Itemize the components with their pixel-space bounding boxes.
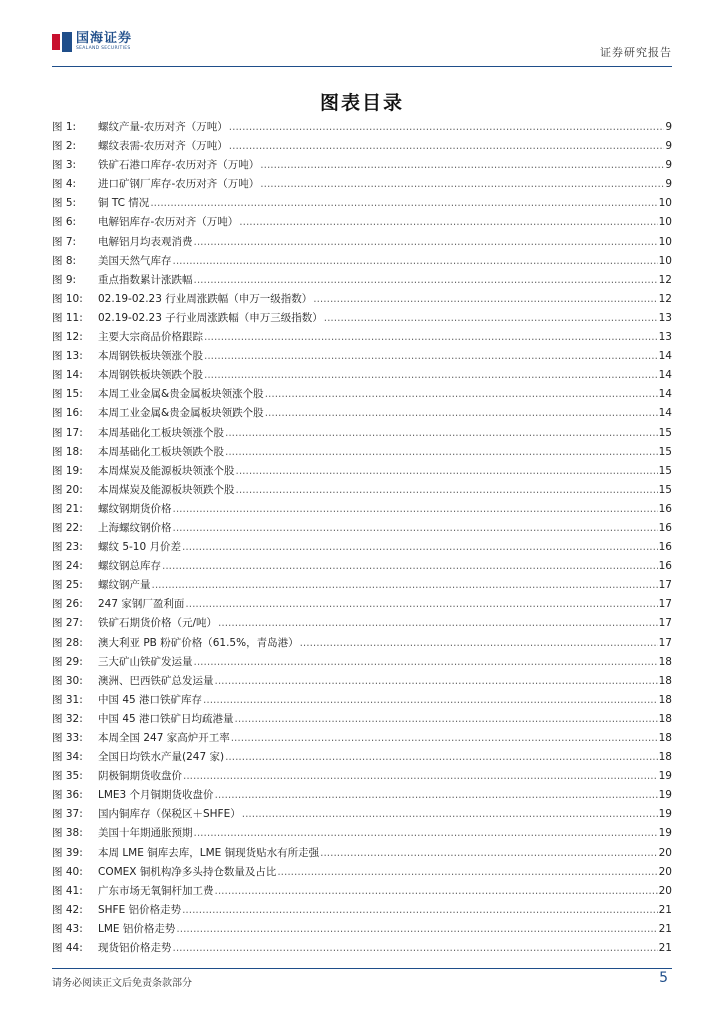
toc-figure-number: 图 23: (52, 541, 83, 554)
toc-figure-number: 图 1: (52, 121, 77, 133)
toc-entry[interactable] (52, 253, 672, 272)
toc-figure-title: 现货铝价格走势 (98, 942, 172, 955)
toc-figure-title: 阴极铜期货收盘价 (98, 770, 182, 783)
toc-leader-dots (236, 465, 658, 477)
toc-figure-number: 图 29: (52, 655, 83, 668)
toc-figure-number: 图 36: (52, 789, 83, 802)
toc-figure-number: 图 37: (52, 808, 83, 821)
page-number: 5 (659, 970, 668, 986)
toc-figure-number: 图 25: (52, 579, 83, 592)
toc-leader-dots (320, 847, 658, 859)
toc-page-number: 21 (658, 922, 672, 935)
toc-leader-dots (236, 484, 658, 496)
toc-page-number: 17 (658, 598, 672, 611)
toc-figure-title: 247 家钢厂盈利面 (98, 598, 185, 611)
toc-entry[interactable] (52, 291, 672, 310)
toc-page-number: 14 (658, 407, 672, 420)
toc-entry[interactable] (52, 310, 672, 329)
toc-entry[interactable] (52, 883, 672, 902)
toc-entry[interactable] (52, 596, 672, 615)
toc-figure-title: 中国 45 港口铁矿日均疏港量 (98, 712, 234, 725)
toc-page-number: 18 (658, 655, 672, 668)
toc-figure-title: 本周钢铁板块领跌个股 (98, 369, 203, 382)
toc-figure-title: 电解铝月均表观消费 (98, 235, 193, 248)
toc-leader-dots (300, 637, 658, 649)
toc-entry[interactable] (52, 768, 672, 787)
toc-figure-title: 本周基础化工板块领跌个股 (98, 445, 224, 458)
toc-figure-title: 螺纹表需-农历对齐（万吨） (98, 140, 228, 153)
toc-leader-dots (215, 789, 658, 801)
toc-entry[interactable] (52, 730, 672, 749)
toc-page-number: 17 (658, 579, 672, 592)
toc-leader-dots (194, 827, 658, 839)
toc-page-number: 19 (658, 789, 672, 802)
toc-leader-dots (235, 713, 658, 725)
toc-entry[interactable] (52, 463, 672, 482)
toc-figure-number: 图 8: (52, 254, 77, 267)
toc-figure-title: 螺纹 5-10 月价差 (98, 541, 182, 554)
toc-page-number: 9 (665, 121, 672, 133)
toc-figure-title: LME3 个月铜期货收盘价 (98, 789, 214, 802)
toc-page-number: 21 (658, 903, 672, 916)
toc-figure-number: 图 28: (52, 636, 83, 649)
toc-leader-dots (204, 350, 658, 362)
toc-page-number: 12 (658, 292, 672, 305)
toc-leader-dots (204, 369, 658, 381)
toc-figure-title: 螺纹产量-农历对齐（万吨） (98, 121, 228, 133)
toc-figure-title: 全国日均铁水产量(247 家) (98, 751, 225, 764)
footer-divider (52, 968, 672, 969)
toc-figure-number: 图 21: (52, 502, 83, 515)
report-type-label: 证券研究报告 (600, 46, 672, 59)
toc-figure-title: 澳大利亚 PB 粉矿价格（61.5%，青岛港） (98, 636, 299, 649)
toc-page-number: 19 (658, 808, 672, 821)
toc-entry[interactable] (52, 119, 672, 138)
toc-figure-number: 图 42: (52, 903, 83, 916)
toc-leader-dots (152, 579, 658, 591)
toc-page-number: 19 (658, 827, 672, 840)
company-logo (52, 32, 132, 52)
toc-figure-title: 中国 45 港口铁矿库存 (98, 693, 203, 706)
toc-leader-dots (324, 312, 658, 324)
toc-page-number: 16 (658, 541, 672, 554)
toc-page-number: 14 (658, 388, 672, 401)
toc-figure-number: 图 44: (52, 942, 83, 955)
toc-leader-dots (265, 407, 658, 419)
toc-figure-title: 本周基础化工板块领涨个股 (98, 426, 224, 439)
toc-figure-number: 图 22: (52, 521, 83, 534)
toc-figure-number: 图 26: (52, 598, 83, 611)
toc-entry[interactable] (52, 864, 672, 883)
toc-figure-title: 本周工业金属&贵金属板块领涨个股 (98, 388, 264, 401)
toc-figure-number: 图 4: (52, 178, 77, 191)
toc-page-number: 14 (658, 369, 672, 382)
toc-figure-number: 图 41: (52, 884, 83, 897)
toc-figure-number: 图 34: (52, 751, 83, 764)
toc-leader-dots (260, 159, 664, 171)
toc-leader-dots (265, 388, 658, 400)
toc-page-number: 16 (658, 521, 672, 534)
toc-leader-dots (176, 923, 657, 935)
toc-leader-dots (277, 866, 657, 878)
toc-figure-number: 图 24: (52, 560, 83, 573)
toc-entry[interactable] (52, 272, 672, 291)
toc-leader-dots (203, 694, 658, 706)
toc-leader-dots (225, 751, 658, 763)
toc-figure-title: 电解铝库存-农历对齐（万吨） (98, 216, 239, 229)
toc-figure-number: 图 15: (52, 388, 83, 401)
toc-entry[interactable] (52, 825, 672, 844)
toc-figure-title: 本周煤炭及能源板块领跌个股 (98, 483, 235, 496)
toc-figure-number: 图 17: (52, 426, 83, 439)
toc-entry[interactable] (52, 157, 672, 176)
toc-page-number: 13 (658, 331, 672, 344)
toc-leader-dots (215, 675, 658, 687)
toc-figure-title: 本周钢铁板块领涨个股 (98, 350, 203, 363)
toc-page-number: 21 (658, 942, 672, 955)
toc-figure-title: 本周全国 247 家高炉开工率 (98, 732, 230, 744)
toc-entry[interactable] (52, 176, 672, 195)
toc-figure-title: 铜 TC 情况 (98, 197, 150, 210)
toc-leader-dots (229, 140, 665, 152)
toc-leader-dots (150, 197, 657, 209)
toc-figure-title: SHFE 铝价格走势 (98, 903, 182, 916)
toc-leader-dots (239, 216, 657, 228)
toc-leader-dots (194, 656, 658, 668)
toc-entry[interactable] (52, 787, 672, 806)
toc-figure-title: 螺纹钢期货价格 (98, 502, 172, 515)
toc-page-number: 9 (665, 159, 672, 172)
toc-figure-title: 本周 LME 铜库去库，LME 铜现货贴水有所走强 (98, 846, 320, 859)
toc-entry[interactable] (52, 692, 672, 711)
toc-page-number: 15 (658, 426, 672, 439)
footer-disclaimer: 请务必阅读正文后免责条款部分 (52, 978, 192, 989)
toc-page-number: 20 (658, 884, 672, 897)
toc-page-number: 10 (658, 254, 672, 267)
toc-figure-number: 图 13: (52, 350, 83, 363)
toc-entry[interactable] (52, 501, 672, 520)
toc-page-number: 9 (665, 140, 672, 153)
toc-page-number: 18 (658, 674, 672, 687)
toc-page-number: 16 (658, 560, 672, 573)
toc-entry[interactable] (52, 749, 672, 768)
toc-leader-dots (173, 255, 658, 267)
toc-page-number: 19 (658, 770, 672, 783)
toc-figure-title: 进口矿钢厂库存-农历对齐（万吨） (98, 178, 260, 191)
toc-figure-number: 图 18: (52, 445, 83, 458)
toc-figure-number: 图 38: (52, 827, 83, 840)
toc-figure-number: 图 11: (52, 311, 83, 324)
toc-figure-number: 图 19: (52, 464, 83, 477)
toc-entry[interactable] (52, 520, 672, 539)
toc-figure-number: 图 12: (52, 331, 83, 344)
toc-leader-dots (182, 904, 658, 916)
toc-leader-dots (194, 236, 658, 248)
toc-leader-dots (231, 732, 658, 744)
toc-figure-number: 图 39: (52, 846, 83, 859)
toc-figure-number: 图 30: (52, 674, 83, 687)
toc-page-number: 17 (658, 636, 672, 649)
toc-entry[interactable] (52, 577, 672, 596)
toc-figure-number: 图 3: (52, 159, 77, 172)
toc-leader-dots (225, 446, 658, 458)
toc-page-number: 14 (658, 350, 672, 363)
toc-figure-title: 澳洲、巴西铁矿总发运量 (98, 674, 214, 687)
toc-page-number: 18 (658, 732, 672, 744)
toc-figure-number: 图 33: (52, 732, 83, 744)
toc-figure-title: 广东市场无氧铜杆加工费 (98, 884, 214, 897)
toc-leader-dots (173, 522, 658, 534)
toc-entry[interactable] (52, 539, 672, 558)
toc-figure-number: 图 9: (52, 273, 77, 286)
toc-figure-number: 图 16: (52, 407, 83, 420)
toc-leader-dots (173, 942, 658, 954)
toc-leader-dots (173, 503, 658, 515)
toc-figure-title: 02.19-02.23 子行业周涨跌幅（申万三级指数） (98, 311, 323, 324)
toc-figure-title: 螺纹钢总库存 (98, 560, 161, 573)
toc-leader-dots (229, 121, 665, 133)
toc-leader-dots (260, 178, 664, 190)
toc-figure-number: 图 14: (52, 369, 83, 382)
toc-leader-dots (182, 541, 658, 553)
toc-figure-title: 三大矿山铁矿发运量 (98, 655, 193, 668)
toc-figure-title: 本周煤炭及能源板块领涨个股 (98, 464, 235, 477)
toc-entry[interactable] (52, 329, 672, 348)
toc-entry[interactable] (52, 386, 672, 405)
toc-entry[interactable] (52, 711, 672, 730)
toc-leader-dots (183, 770, 658, 782)
page-header (52, 30, 672, 67)
toc-figure-title: 国内铜库存（保税区＋SHFE） (98, 808, 241, 821)
toc-page-number: 16 (658, 502, 672, 515)
toc-entry[interactable] (52, 214, 672, 233)
toc-page-number: 17 (658, 617, 672, 630)
toc-figure-number: 图 2: (52, 140, 77, 153)
toc-figure-number: 图 31: (52, 693, 83, 706)
toc-figure-number: 图 43: (52, 922, 83, 935)
toc-page-number: 9 (665, 178, 672, 191)
toc-entry[interactable] (52, 138, 672, 157)
toc-entry[interactable] (52, 635, 672, 654)
toc-entry[interactable] (52, 673, 672, 692)
toc-entry[interactable] (52, 348, 672, 367)
toc-page-number: 15 (658, 464, 672, 477)
toc-figure-number: 图 40: (52, 865, 83, 878)
toc-leader-dots (194, 274, 658, 286)
toc-entry[interactable] (52, 558, 672, 577)
toc-page-number: 15 (658, 483, 672, 496)
toc-figure-title: LME 铝价格走势 (98, 922, 176, 935)
toc-entry[interactable] (52, 444, 672, 463)
toc-figure-number: 图 7: (52, 235, 77, 248)
toc-entry[interactable] (52, 367, 672, 386)
toc-leader-dots (215, 885, 658, 897)
toc-figure-title: 上海螺纹钢价格 (98, 521, 172, 534)
toc-figure-title: 美国十年期通胀预期 (98, 827, 193, 840)
logo-mark-icon (52, 32, 72, 52)
toc-figure-title: 重点指数累计涨跌幅 (98, 273, 193, 286)
toc-entry[interactable] (52, 921, 672, 940)
toc-figure-number: 图 20: (52, 483, 83, 496)
toc-entry[interactable] (52, 234, 672, 253)
toc-figure-title: 02.19-02.23 行业周涨跌幅（申万一级指数） (98, 292, 313, 305)
logo-text-en: SEALAND SECURITIES (76, 46, 131, 51)
toc-page-number: 13 (658, 311, 672, 324)
toc-figure-title: COMEX 铜机构净多头持仓数量及占比 (98, 865, 277, 878)
logo-text-cn: 国海证券 (76, 31, 133, 46)
toc-figure-title: 主要大宗商品价格跟踪 (98, 331, 203, 344)
page-title: 图表目录 (319, 92, 404, 114)
toc-page-number: 20 (658, 846, 672, 859)
toc-figure-number: 图 6: (52, 216, 77, 229)
toc-entry[interactable] (52, 195, 672, 214)
toc-page-number: 15 (658, 445, 672, 458)
toc-figure-title: 铁矿石期货价格（元/吨） (98, 617, 218, 630)
toc-leader-dots (218, 617, 658, 629)
toc-figure-title: 铁矿石港口库存-农历对齐（万吨） (98, 159, 260, 172)
toc-figure-number: 图 32: (52, 712, 83, 725)
toc-leader-dots (313, 293, 657, 305)
toc-leader-dots (225, 427, 658, 439)
toc-page-number: 18 (658, 693, 672, 706)
toc-leader-dots (242, 808, 658, 820)
toc-figure-title: 美国天然气库存 (98, 254, 172, 267)
toc-leader-dots (162, 560, 658, 572)
toc-leader-dots (185, 598, 657, 610)
toc-entry[interactable] (52, 615, 672, 634)
toc-entry[interactable] (52, 425, 672, 444)
toc-page-number: 10 (658, 235, 672, 248)
toc-page-number: 10 (658, 197, 672, 210)
toc-entry[interactable] (52, 902, 672, 921)
figure-list (52, 119, 672, 959)
toc-entry[interactable] (52, 940, 672, 959)
toc-entry[interactable] (52, 654, 672, 673)
toc-figure-title: 本周工业金属&贵金属板块领跌个股 (98, 407, 264, 420)
toc-figure-title: 螺纹钢产量 (98, 579, 151, 592)
toc-page-number: 18 (658, 712, 672, 725)
toc-page-number: 18 (658, 751, 672, 764)
toc-page-number: 10 (658, 216, 672, 229)
toc-figure-number: 图 35: (52, 770, 83, 783)
toc-page-number: 20 (658, 865, 672, 878)
toc-figure-number: 图 5: (52, 197, 77, 210)
toc-entry[interactable] (52, 405, 672, 424)
toc-figure-number: 图 27: (52, 617, 83, 630)
toc-leader-dots (204, 331, 658, 343)
toc-figure-number: 图 10: (52, 292, 83, 305)
toc-page-number: 12 (658, 273, 672, 286)
toc-entry[interactable] (52, 806, 672, 825)
toc-entry[interactable] (52, 482, 672, 501)
toc-entry[interactable] (52, 845, 672, 864)
